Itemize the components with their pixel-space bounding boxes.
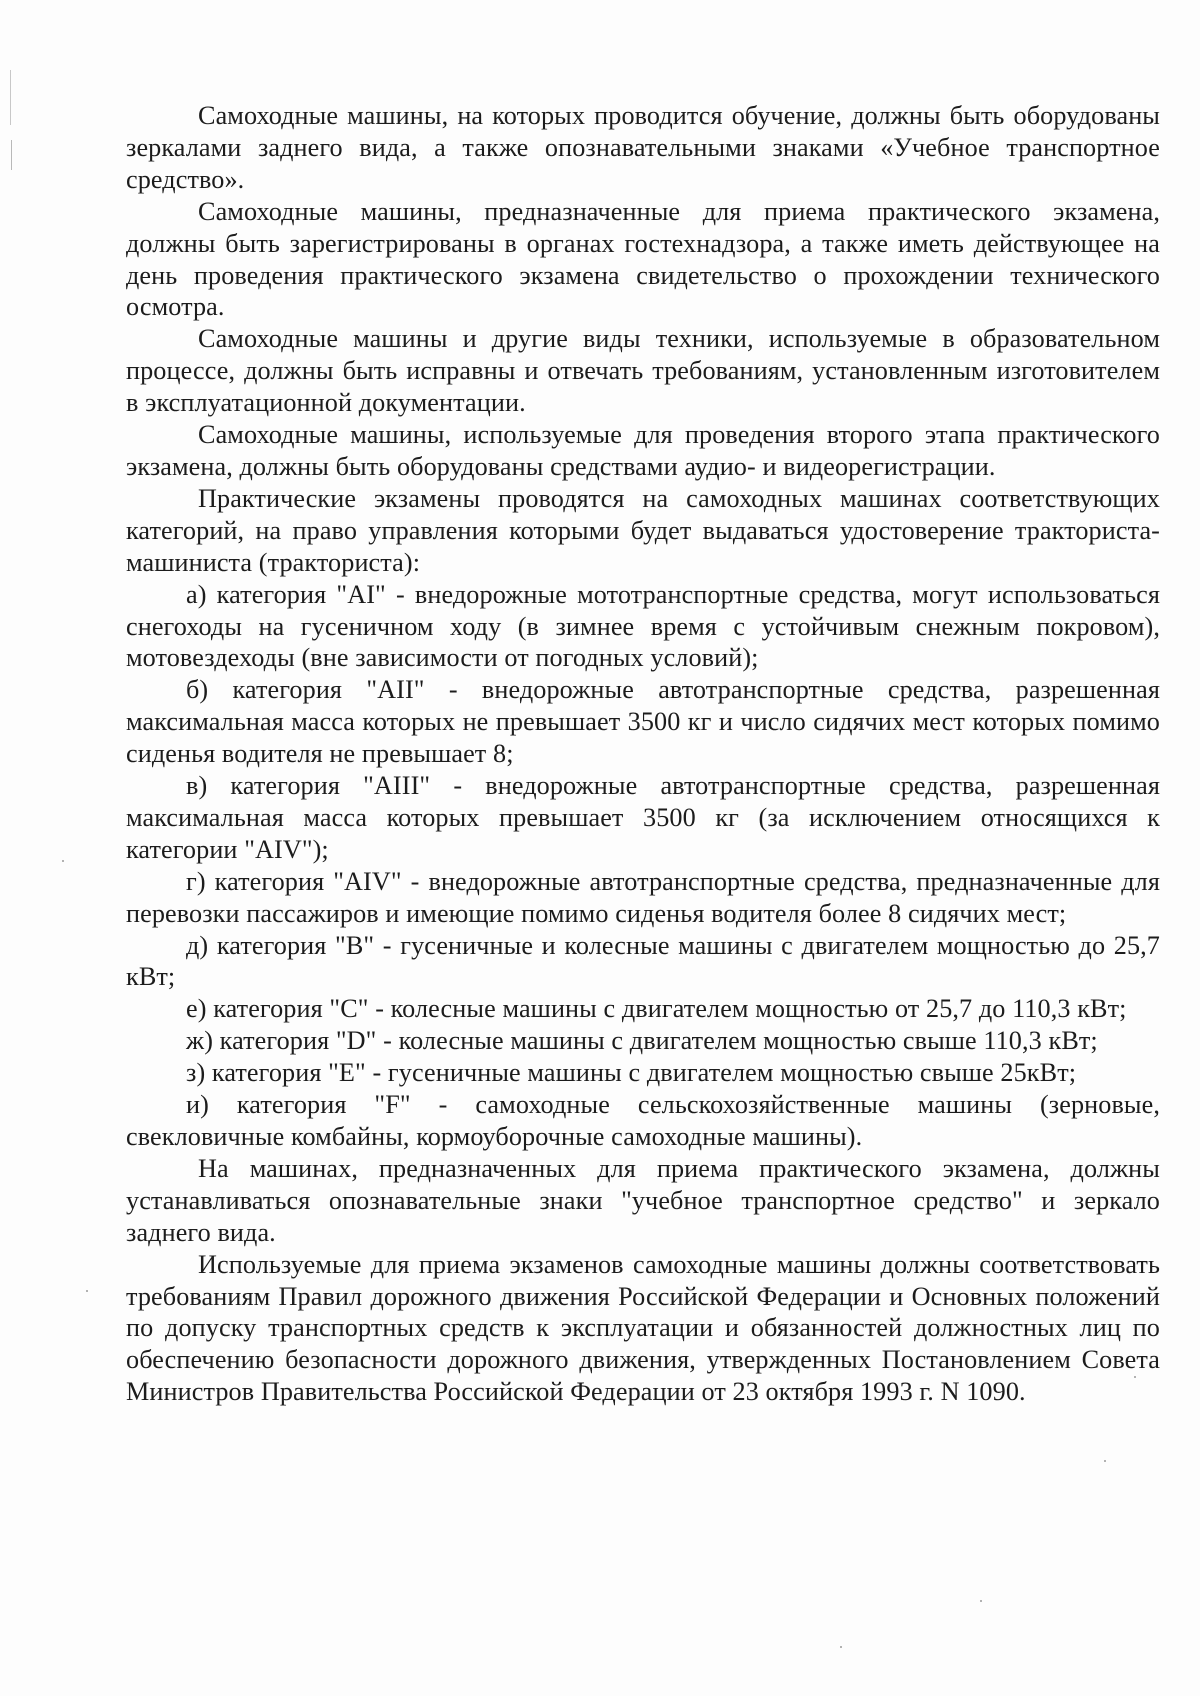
paragraph-machines-serviceable: Самоходные машины и другие виды техники, используемые в образовательном процессе, должны быть исправны и отвечать требованиям, установленным изготовителем в эксплуатационной документации. bbox=[126, 324, 1160, 418]
scan-edge-mark bbox=[10, 70, 11, 125]
paragraph-traffic-rules-compliance: Используемые для приема экзаменов самоходные машины должны соответствовать требованиям Правил дорожного движения Российской Федерации и Основных положений по допуску транспортных средств к эксплуатации и обязанностей должностных лиц по обеспечению безопасности дорожного движения, утвержденных Постановлением Совета Министров Правительства Российской Федерации от 23 октября 1993 г. N 1090. bbox=[126, 1249, 1160, 1407]
scan-speck bbox=[86, 1290, 88, 1292]
document-body bbox=[126, 100, 1160, 1408]
list-item-category-aii: б) категория "AII" - внедорожные автотранспортные средства, разрешенная максимальная масса которых не превышает 3500 кг и число сидячих мест которых помимо сиденья водителя не превышает 8; bbox=[126, 675, 1160, 769]
list-item-category-ai: а) категория "AI" - внедорожные мототранспортные средства, могут использоваться снегоходы на гусеничном ходу (в зимнее время с устойчивым снежным покровом), мотовездеходы (вне зависимости от погодных условий); bbox=[126, 579, 1160, 673]
paragraph-identification-signs: На машинах, предназначенных для приема практического экзамена, должны устанавливаться опознавательные знаки "учебное транспортное средство" и зеркало заднего вида. bbox=[126, 1153, 1160, 1247]
paragraph-practical-exam-categories: Практические экзамены проводятся на самоходных машинах соответствующих категорий, на право управления которыми будет выдаваться удостоверение тракториста-машиниста (тракториста): bbox=[126, 483, 1160, 577]
list-item-category-c: е) категория "C" - колесные машины с двигателем мощностью от 25,7 до 110,3 кВт; bbox=[186, 994, 1127, 1024]
paragraph-training-machines: Самоходные машины, на которых проводится обучение, должны быть оборудованы зеркалами заднего вида, а также опознавательными знаками «Учебное транспортное средство». bbox=[126, 101, 1160, 194]
list-item-category-aiii: в) категория "AIII" - внедорожные автотранспортные средства, разрешенная максимальная масса которых превышает 3500 кг (за исключением относящихся к категории "AIV"); bbox=[126, 771, 1160, 864]
scan-speck bbox=[1104, 1460, 1106, 1462]
list-item-category-b: д) категория "B" - гусеничные и колесные машины с двигателем мощностью до 25,7 кВт; bbox=[126, 930, 1160, 992]
list-item-category-f: и) категория "F" - самоходные сельскохозяйственные машины (зерновые, свекловичные комбайны, кормоуборочные самоходные машины). bbox=[126, 1090, 1160, 1151]
scan-speck bbox=[62, 860, 64, 862]
list-item-category-d: ж) категория "D" - колесные машины с двигателем мощностью свыше 110,3 кВт; bbox=[186, 1026, 1098, 1056]
paragraph-audio-video-registration: Самоходные машины, используемые для проведения второго этапа практического экзамена, должны быть оборудованы средствами аудио- и видеорегистрации. bbox=[126, 420, 1160, 481]
list-item-category-e: з) категория "E" - гусеничные машины с двигателем мощностью свыше 25кВт; bbox=[186, 1058, 1077, 1088]
scan-speck bbox=[840, 1646, 842, 1648]
scan-speck bbox=[980, 1600, 982, 1602]
scan-edge-mark bbox=[11, 140, 12, 170]
paragraph-exam-machines-registration: Самоходные машины, предназначенные для приема практического экзамена, должны быть зарегистрированы в органах гостехнадзора, а также иметь действующее на день проведения практического экзамена свидетельство о прохождении технического осмотра. bbox=[126, 196, 1160, 322]
list-item-category-aiv: г) категория "AIV" - внедорожные автотранспортные средства, предназначенные для перевозки пассажиров и имеющие помимо сиденья водителя более 8 сидячих мест; bbox=[126, 866, 1160, 928]
